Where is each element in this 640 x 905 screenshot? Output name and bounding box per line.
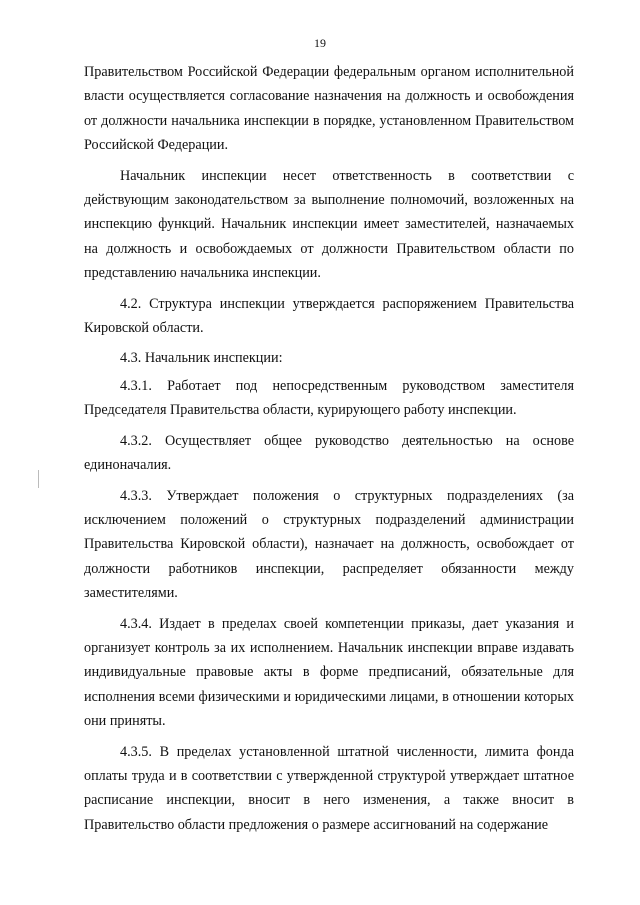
paragraph-head-responsibility: Начальник инспекции несет ответственность в соответствии с действующим законодательством за выполнение полномочий, возложенных на инспекцию функций. Начальник инспекции имеет заместителей, назначаемых на должность и освобождаемых от должности Правительством области по представлению начальника инспекции. [84,167,574,282]
paragraph-4-3-4: 4.3.4. Издает в пределах своей компетенции приказы, дает указания и организует контроль за их исполнением. Начальник инспекции вправе издавать индивидуальные правовые акты в форме предписаний, обязательные для исполнения всеми физическими и юридическими лицами, в отношении которых они приняты. [84,615,574,730]
paragraph-4-3-5: 4.3.5. В пределах установленной штатной численности, лимита фонда оплаты труда и в соответствии с утвержденной структурой утверждает штатное расписание инспекции, вносит в него изменения, а также вносит в Правительство области предложения о размере ассигнований на содержание [84,743,574,833]
paragraph-4-3-1: 4.3.1. Работает под непосредственным руководством заместителя Председателя Правительства области, курирующего работу инспекции. [84,377,574,419]
paragraph-4-3: 4.3. Начальник инспекции: [120,350,283,367]
paragraph-4-3-3: 4.3.3. Утверждает положения о структурных подразделениях (за исключением положений о структурных подразделений администрации Правительства Кировской области), назначает на должность, освобождает от должности работников инспекции, распределяет обязанности между заместителями. [84,487,574,602]
paragraph-4-2: 4.2. Структура инспекции утверждается распоряжением Правительства Кировской области. [84,295,574,337]
page-number: 19 [314,36,326,50]
paragraph-4-3-2: 4.3.2. Осуществляет общее руководство деятельностью на основе единоначалия. [84,432,574,474]
document-body [84,60,574,843]
scan-margin-mark [38,470,39,488]
paragraph-continuation: Правительством Российской Федерации федеральным органом исполнительной власти осуществляется согласование назначения на должность и освобождения от должности начальника инспекции в порядке, установленном Правительством Российской Федерации. [84,64,574,154]
